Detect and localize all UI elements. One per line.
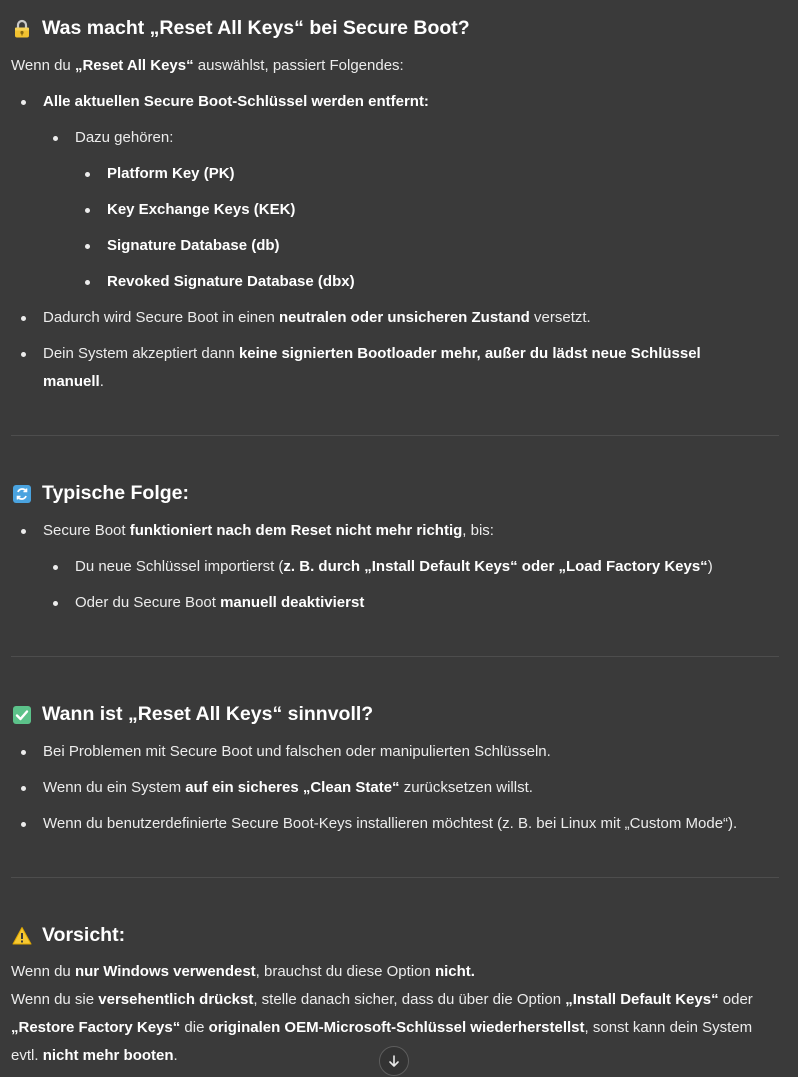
text: evtl. <box>11 1047 43 1064</box>
list-item-disable-manually <box>53 594 364 611</box>
list-item-text <box>75 558 713 575</box>
bold-text: funktioniert nach dem Reset nicht mehr richtig <box>129 522 463 539</box>
bold-text: neutralen oder unsicheren Zustand <box>278 309 530 326</box>
warning-icon <box>12 926 32 946</box>
list-item-clean-state <box>21 779 533 796</box>
list-item-import-keys <box>53 558 713 575</box>
text: Du neue Schlüssel importierst ( <box>75 558 284 575</box>
list-item-includes <box>53 129 173 146</box>
text: Wenn du benutzerdefinierte Secure Boot-Keys installieren möchtest (z. B. bei Linux mit „Custom Mode“). <box>43 815 738 832</box>
list-item-text <box>43 309 591 326</box>
text: Wenn du <box>11 57 75 74</box>
bold-text: auf ein sicheres „Clean State“ <box>185 779 400 796</box>
lock-with-key-icon <box>12 19 32 39</box>
list-item-text <box>43 345 701 362</box>
list-item-text: Revoked Signature Database (dbx) <box>107 273 355 290</box>
divider <box>11 877 779 878</box>
list-item-platform-key <box>85 165 235 182</box>
list-item-keys-removed <box>21 93 429 110</box>
bold-text: nur Windows verwendest <box>74 963 256 980</box>
text: , sonst kann dein System <box>584 1019 753 1036</box>
list-item-custom-keys <box>21 815 737 832</box>
text: , bis: <box>462 522 494 539</box>
section-title-when-useful <box>12 703 373 726</box>
text: auswählst, passiert Folgendes: <box>193 57 404 74</box>
caution-line-3 <box>11 1014 752 1042</box>
section-title-text: Vorsicht: <box>42 924 126 946</box>
list-item-text <box>43 743 551 760</box>
text: , brauchst du diese Option <box>255 963 435 980</box>
bold-text: „Install Default Keys“ <box>565 991 719 1008</box>
list-item-problems <box>21 743 551 760</box>
repeat-arrows-icon <box>12 484 32 504</box>
section-title-reset-all-keys <box>12 17 470 40</box>
bold-text: manuell deaktivierst <box>220 594 365 611</box>
scroll-to-bottom-button[interactable] <box>379 1046 409 1076</box>
bold-text: keine signierten Bootloader mehr, außer du lädst neue Schlüssel <box>238 345 701 362</box>
bold-text: versehentlich drückst <box>98 991 254 1008</box>
bold-text: nicht. <box>434 963 475 980</box>
list-item-text <box>43 522 494 539</box>
list-item-text: Signature Database (db) <box>107 237 280 254</box>
list-item-text: Key Exchange Keys (KEK) <box>107 201 296 218</box>
text: zurücksetzen willst. <box>399 779 533 796</box>
text: Wenn du <box>11 963 75 980</box>
bold-text: originalen OEM-Microsoft-Schlüssel wiederherstellst <box>208 1019 585 1036</box>
text: . <box>173 1047 178 1064</box>
text: versetzt. <box>529 309 591 326</box>
divider <box>11 435 779 436</box>
caution-line-4 <box>11 1042 178 1070</box>
arrow-down-icon <box>387 1054 401 1068</box>
list-item-text <box>43 815 737 832</box>
list-item-neutral-state <box>21 309 591 326</box>
bold-text: „Reset All Keys“ <box>74 57 194 74</box>
text: ) <box>707 558 713 575</box>
section-title-text: Typische Folge: <box>42 482 189 504</box>
list-item-text <box>43 779 533 796</box>
section-title-caution <box>12 924 125 947</box>
text: Oder du Secure Boot <box>75 594 221 611</box>
list-item-dbx <box>85 273 355 290</box>
section-title-text: Wann ist „Reset All Keys“ sinnvoll? <box>42 703 374 725</box>
check-mark-icon <box>12 705 32 725</box>
list-item-kek <box>85 201 295 218</box>
section-title-typical-result <box>12 482 189 505</box>
list-item-no-bootloader-cont <box>43 373 104 390</box>
text: , stelle danach sicher, dass du über die Option <box>253 991 566 1008</box>
text: Bei Problemen mit Secure Boot und falschen oder manipulierten Schlüsseln. <box>43 743 551 760</box>
divider <box>11 656 779 657</box>
list-item-text: Platform Key (PK) <box>107 165 235 182</box>
list-item-no-bootloader <box>21 345 701 362</box>
intro-paragraph <box>11 52 404 80</box>
list-item-text: Dazu gehören: <box>75 129 174 146</box>
caution-line-1 <box>11 958 475 986</box>
text: die <box>180 1019 209 1036</box>
list-item-text <box>43 373 104 390</box>
bold-text: „Restore Factory Keys“ <box>11 1019 181 1036</box>
bold-text: manuell <box>43 373 100 390</box>
list-item-text <box>75 594 364 611</box>
text: oder <box>718 991 753 1008</box>
list-item-not-working <box>21 522 494 539</box>
bold-text: nicht mehr booten <box>42 1047 174 1064</box>
text: . <box>99 373 104 390</box>
caution-line-2 <box>11 986 753 1014</box>
text: Dein System akzeptiert dann <box>43 345 239 362</box>
section-title-text: Was macht „Reset All Keys“ bei Secure Boot? <box>42 17 470 39</box>
text: Secure Boot <box>43 522 130 539</box>
bold-text: z. B. durch „Install Default Keys“ oder „Load Factory Keys“ <box>283 558 708 575</box>
list-item-db <box>85 237 280 254</box>
list-item-text: Alle aktuellen Secure Boot-Schlüssel werden entfernt: <box>43 93 429 110</box>
text: Wenn du ein System <box>43 779 186 796</box>
text: Dadurch wird Secure Boot in einen <box>43 309 279 326</box>
text: Wenn du sie <box>11 991 99 1008</box>
